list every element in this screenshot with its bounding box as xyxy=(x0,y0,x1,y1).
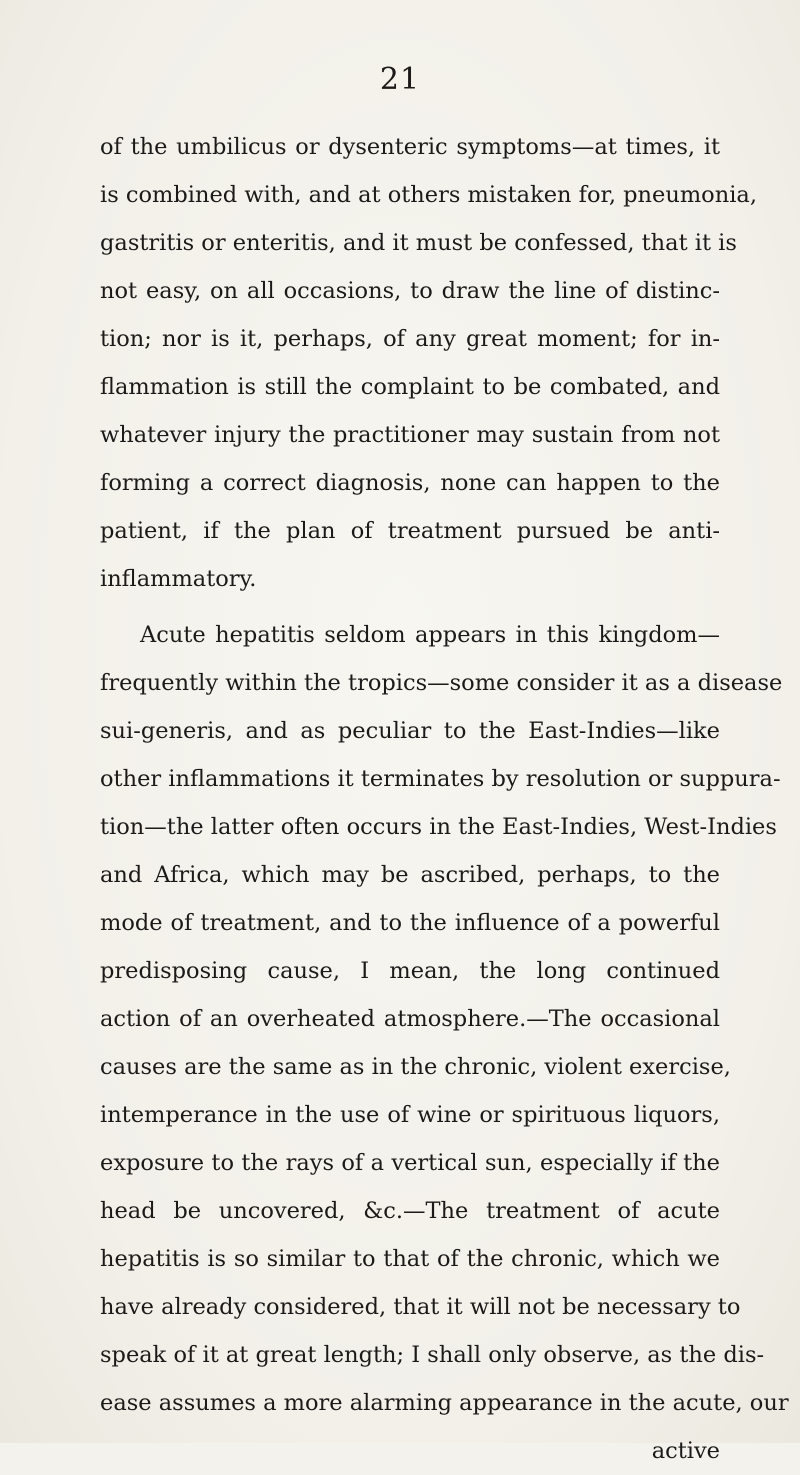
text-line: head be uncovered, &c.—The treatment of acute xyxy=(100,1198,720,1224)
text-line: intemperance in the use of wine or spirituous liquors, xyxy=(100,1102,720,1128)
body-text xyxy=(100,123,789,1475)
text-line: tion—the latter often occurs in the East-Indies, West-Indies xyxy=(100,814,777,840)
text-line: is combined with, and at others mistaken for, pneumonia, xyxy=(100,182,757,208)
text-line: and Africa, which may be ascribed, perhaps, to the xyxy=(100,862,720,888)
text-line: predisposing cause, I mean, the long continued xyxy=(100,958,720,984)
text-line: gastritis or enteritis, and it must be confessed, that it is xyxy=(100,230,737,256)
text-line: action of an overheated atmosphere.—The occasional xyxy=(100,1006,720,1032)
text-line: of the umbilicus or dysenteric symptoms—at times, it xyxy=(100,134,720,160)
page-number: 21 xyxy=(379,62,421,97)
text-line: not easy, on all occasions, to draw the line of distinc- xyxy=(100,278,720,304)
text-line: flammation is still the complaint to be combated, and xyxy=(100,374,720,400)
paragraph-gap xyxy=(100,603,720,611)
text-line: exposure to the rays of a vertical sun, especially if the xyxy=(100,1150,720,1176)
text-line: sui-generis, and as peculiar to the East-Indies—like xyxy=(100,718,720,744)
paragraph-1 xyxy=(100,123,757,603)
text-line: speak of it at great length; I shall only observe, as the dis- xyxy=(100,1342,765,1368)
text-line: whatever injury the practitioner may sustain from not xyxy=(100,422,720,448)
text-line: forming a correct diagnosis, none can happen to the xyxy=(100,470,720,496)
text-line: hepatitis is so similar to that of the chronic, which we xyxy=(100,1246,720,1272)
catchword: active xyxy=(651,1438,720,1464)
text-line: other inflammations it terminates by resolution or suppura- xyxy=(100,766,781,792)
text-line: causes are the same as in the chronic, violent exercise, xyxy=(100,1054,731,1080)
text-line: tion; nor is it, perhaps, of any great moment; for in- xyxy=(100,326,720,352)
text-line: mode of treatment, and to the influence of a powerful xyxy=(100,910,720,936)
text-line: Acute hepatitis seldom appears in this kingdom— xyxy=(140,622,720,648)
text-line: patient, if the plan of treatment pursued be anti- xyxy=(100,518,720,544)
text-line: ease assumes a more alarming appearance in the acute, our xyxy=(100,1390,789,1416)
paragraph-2 xyxy=(100,611,789,1427)
text-line: have already considered, that it will not be necessary to xyxy=(100,1294,741,1320)
text-line: inflammatory. xyxy=(100,566,257,592)
text-line: frequently within the tropics—some consider it as a disease xyxy=(100,670,783,696)
